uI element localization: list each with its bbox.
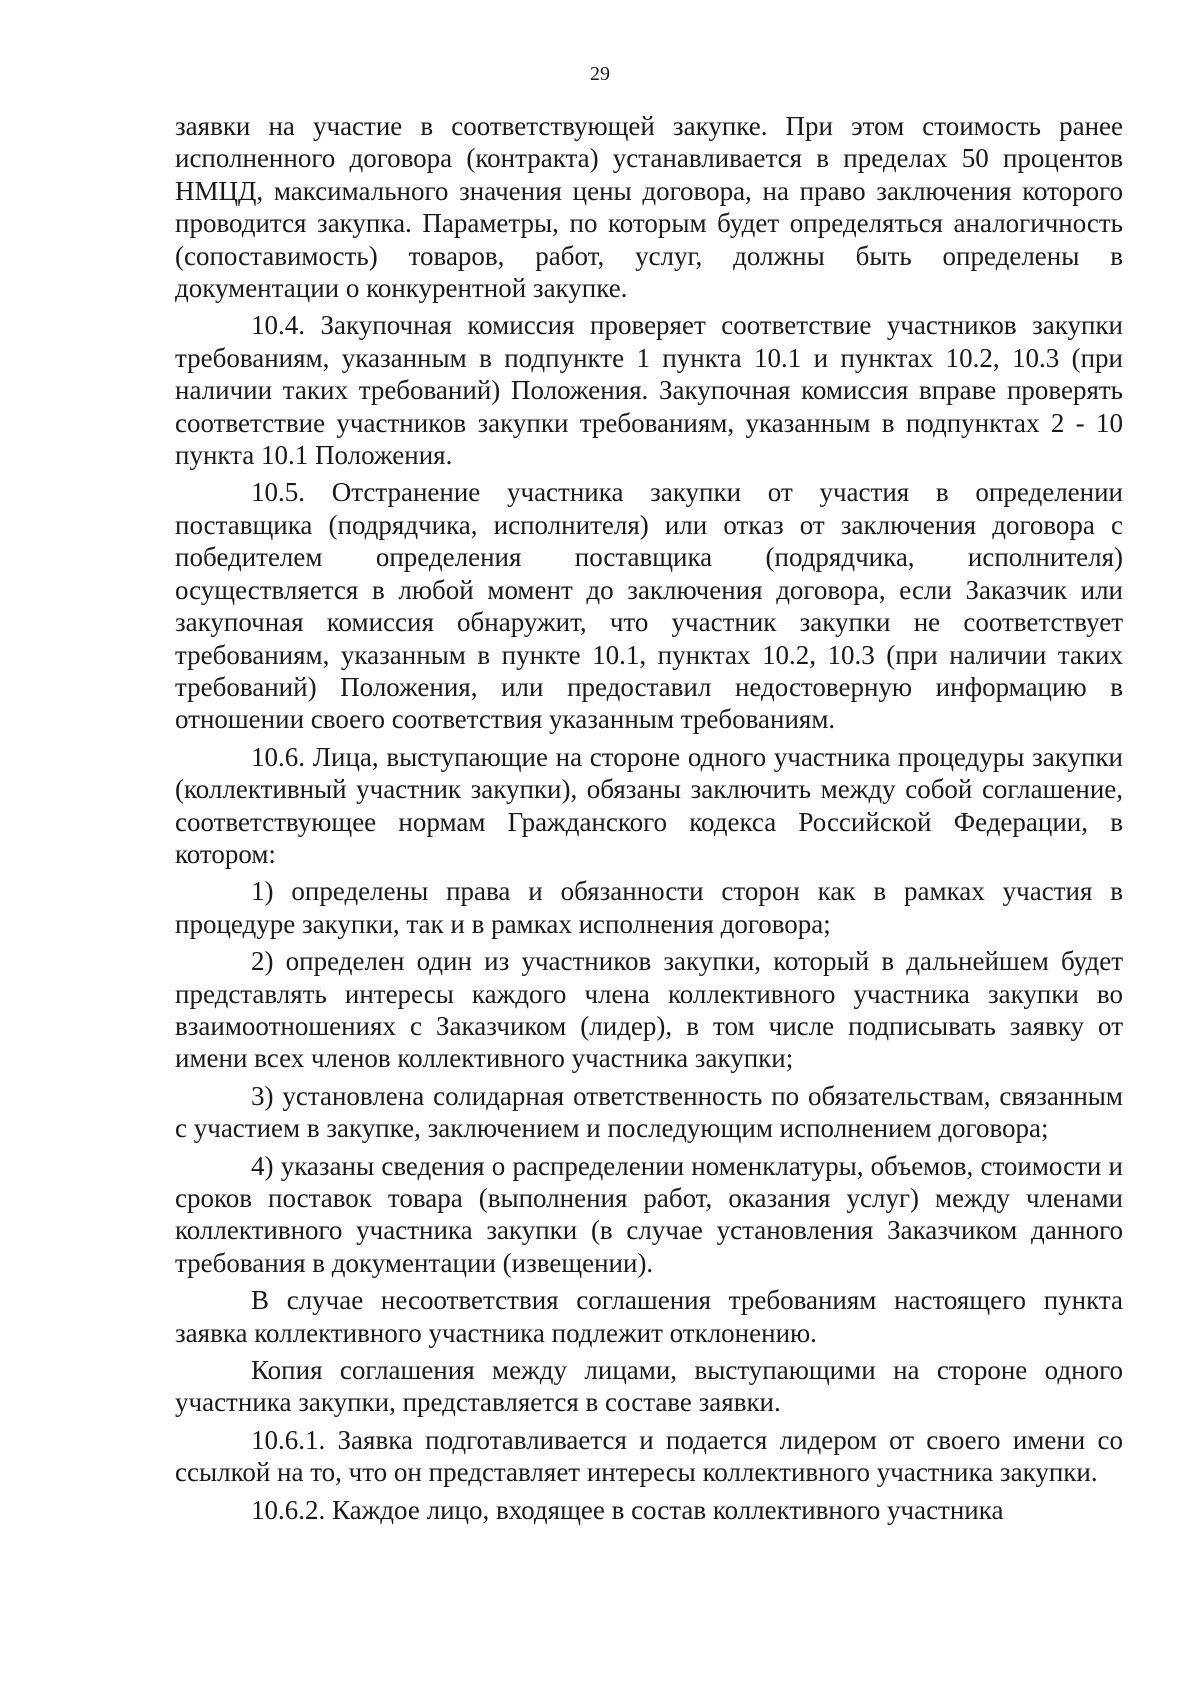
paragraph-continuation: заявки на участие в соответствующей закупке. При этом стоимость ранее исполненного договора (контракта) устанавливается в пределах 50 процентов НМЦД, максимального значения цены договора, на право заключения которого проводится закупка. Параметры, по которым будет определяться аналогичность (сопоставимость) товаров, работ, услуг, должны быть определены в документации о конкурентной закупке. [175,111,1123,304]
paragraph-10-5: 10.5. Отстранение участника закупки от участия в определении поставщика (подрядчика, исполнителя) или отказ от заключения договора с победителем определения поставщика (подрядчика, исполнителя) осуществляется в любой момент до заключения договора, если Заказчик или закупочная комиссия обнаружит, что участник закупки не соответствует требованиям, указанным в пункте 10.1, пунктах 10.2, 10.3 (при наличии таких требований) Положения, или предоставил недостоверную информацию в отношении своего соответствия указанным требованиям. [175,477,1123,735]
paragraph-10-4: 10.4. Закупочная комиссия проверяет соответствие участников закупки требованиям, указанным в подпункте 1 пункта 10.1 и пунктах 10.2, 10.3 (при наличии таких требований) Положения. Закупочная комиссия вправе проверять соответствие участников закупки требованиям, указанным в подпунктах 2 - 10 пункта 10.1 Положения. [175,310,1123,471]
paragraph-rejection: В случае несоответствия соглашения требованиям настоящего пункта заявка коллективного участника подлежит отклонению. [175,1285,1123,1348]
list-item-4: 4) указаны сведения о распределении номенклатуры, объемов, стоимости и сроков поставок товара (выполнения работ, оказания услуг) между членами коллективного участника закупки (в случае установления Заказчиком данного требования в документации (извещении). [175,1150,1123,1278]
paragraph-agreement-copy: Копия соглашения между лицами, выступающими на стороне одного участника закупки, представляется в составе заявки. [175,1355,1123,1418]
document-body [175,110,1123,1526]
paragraph-10-6-1: 10.6.1. Заявка подготавливается и подается лидером от своего имени со ссылкой на то, что он представляет интересы коллективного участника закупки. [175,1424,1123,1488]
list-item-2: 2) определен один из участников закупки, который в дальнейшем будет представлять интересы каждого члена коллективного участника закупки во взаимоотношениях с Заказчиком (лидер), в том числе подписывать заявку от имени всех членов коллективного участника закупки; [175,946,1123,1074]
list-item-1: 1) определены права и обязанности сторон как в рамках участия в процедуре закупки, так и в рамках исполнения договора; [175,876,1123,939]
list-item-3: 3) установлена солидарная ответственность по обязательствам, связанным с участием в закупке, заключением и последующим исполнением договора; [175,1080,1123,1144]
paragraph-10-6: 10.6. Лица, выступающие на стороне одного участника процедуры закупки (коллективный участник закупки), обязаны заключить между собой соглашение, соответствующее нормам Гражданского кодекса Российской Федерации, в котором: [175,741,1123,869]
page-number: 29 [590,63,610,85]
paragraph-10-6-2: 10.6.2. Каждое лицо, входящее в состав коллективного участника [251,1494,1004,1525]
